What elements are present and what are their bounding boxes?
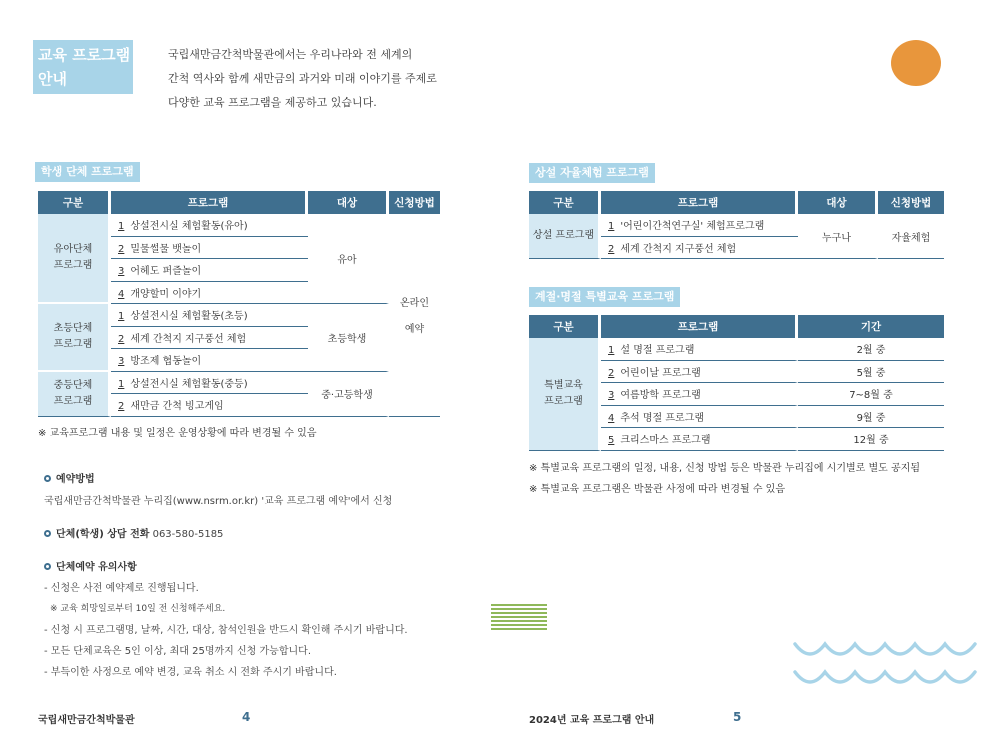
footer-left-name: 국립새만금간척박물관 — [38, 715, 135, 726]
target-cell: 누구나 — [798, 214, 878, 259]
student-section-tag: 학생 단체 프로그램 — [35, 162, 140, 182]
header-category: 구분 — [529, 191, 601, 214]
target-cell: 유아 — [308, 214, 389, 304]
student-note: ※ 교육프로그램 내용 및 일정은 운영상황에 따라 변경될 수 있음 — [38, 428, 317, 439]
program-cell: 2 어린이날 프로그램 — [601, 361, 798, 384]
table-row — [529, 338, 944, 361]
seasonal-program-table — [529, 315, 944, 451]
caution-subnote: ※ 교육 희망일로부터 10일 전 신청해주세요. — [50, 604, 226, 614]
page-number-left: 4 — [242, 710, 251, 724]
program-cell: 3 방조제 협동놀이 — [111, 349, 308, 372]
header-method: 신청방법 — [389, 191, 440, 214]
method-cell: 온라인 예약 — [389, 214, 440, 417]
category-cell: 상설 프로그램 — [529, 214, 601, 259]
period-cell: 5월 중 — [798, 361, 944, 384]
target-cell: 중·고등학생 — [308, 372, 389, 417]
caution-item: - 신청 시 프로그램명, 날짜, 시간, 대상, 참석인원을 반드시 확인해 주시기 바랍니다. — [44, 625, 408, 636]
table-header-row — [529, 315, 944, 338]
page-number-right: 5 — [733, 710, 742, 724]
program-cell: 3 어헤도 퍼즐놀이 — [111, 259, 308, 282]
program-cell: 1 설 명절 프로그램 — [601, 338, 798, 361]
header-target: 대상 — [308, 191, 389, 214]
caution-item: - 모든 단체교육은 5인 이상, 최대 25명까지 신청 가능합니다. — [44, 646, 312, 657]
period-cell: 12월 중 — [798, 428, 944, 451]
permanent-section-tag: 상설 자율체험 프로그램 — [529, 163, 655, 183]
program-cell: 1 '어린이간척연구실' 체험프로그램 — [601, 214, 798, 237]
period-cell: 9월 중 — [798, 406, 944, 429]
seasonal-note: ※ 특별교육 프로그램의 일정, 내용, 신청 방법 등은 박물관 누리집에 시기별로 별도 공지됨 — [529, 463, 920, 474]
program-cell: 1 상설전시실 체험활동(중등) — [111, 372, 308, 395]
cautions-heading: 단체예약 유의사항 — [44, 558, 137, 573]
circle-bullet-icon — [44, 475, 51, 482]
header-program: 프로그램 — [601, 315, 798, 338]
category-cell: 특별교육 프로그램 — [529, 338, 601, 451]
reservation-text: 국립새만금간척박물관 누리집(www.nsrm.or.kr) '교육 프로그램 예약'에서 신청 — [44, 496, 393, 507]
target-cell: 초등학생 — [308, 304, 389, 372]
program-cell: 4 추석 명절 프로그램 — [601, 406, 798, 429]
program-cell: 3 여름방학 프로그램 — [601, 383, 798, 406]
header-program: 프로그램 — [601, 191, 798, 214]
caution-item: - 신청은 사전 예약제로 진행됩니다. — [44, 583, 199, 594]
intro-line: 간척 역사와 함께 새만금의 과거와 미래 이야기를 주제로 — [168, 72, 437, 85]
header-period: 기간 — [798, 315, 944, 338]
method-cell: 자율체험 — [878, 214, 944, 259]
intro-text — [168, 43, 488, 115]
permanent-program-table — [529, 191, 944, 259]
table-row — [38, 372, 440, 395]
page-title-line1: 교육 프로그램 — [38, 46, 131, 64]
period-cell: 2월 중 — [798, 338, 944, 361]
table-row — [38, 304, 440, 327]
header-target: 대상 — [798, 191, 878, 214]
program-cell: 1 상설전시실 체험활동(초등) — [111, 304, 308, 327]
circle-bullet-icon — [44, 530, 51, 537]
program-cell: 2 세계 간척지 지구풍선 체험 — [111, 327, 308, 350]
reservation-heading: 예약방법 — [44, 470, 95, 485]
period-cell: 7~8월 중 — [798, 383, 944, 406]
header-program: 프로그램 — [111, 191, 308, 214]
header-category: 구분 — [529, 315, 601, 338]
waves-decoration — [793, 636, 982, 696]
program-cell: 2 세계 간척지 지구풍선 체험 — [601, 237, 798, 260]
program-cell: 1 상설전시실 체험활동(유아) — [111, 214, 308, 237]
program-cell: 2 새만금 간척 빙고게임 — [111, 394, 308, 417]
page-title-line2: 안내 — [38, 70, 67, 88]
sun-decoration — [891, 40, 941, 86]
page-title-box — [33, 40, 133, 94]
table-header-row — [529, 191, 944, 214]
intro-line: 국립새만금간척박물관에서는 우리나라와 전 세계의 — [168, 48, 413, 61]
program-cell: 5 크리스마스 프로그램 — [601, 428, 798, 451]
category-cell: 유아단체 프로그램 — [38, 214, 111, 304]
circle-bullet-icon — [44, 563, 51, 570]
stripes-decoration — [491, 604, 547, 632]
header-category: 구분 — [38, 191, 111, 214]
table-row — [38, 214, 440, 237]
table-row — [529, 214, 944, 237]
student-program-table — [38, 191, 440, 417]
phone-number: 063-580-5185 — [152, 529, 224, 540]
caution-item: - 부득이한 사정으로 예약 변경, 교육 취소 시 전화 주시기 바랍니다. — [44, 667, 337, 678]
category-cell: 초등단체 프로그램 — [38, 304, 111, 372]
footer-right-name: 2024년 교육 프로그램 안내 — [529, 715, 655, 726]
category-cell: 중등단체 프로그램 — [38, 372, 111, 417]
seasonal-section-tag: 계절·명절 특별교육 프로그램 — [529, 287, 680, 307]
intro-line: 다양한 교육 프로그램을 제공하고 있습니다. — [168, 96, 377, 109]
header-method: 신청방법 — [878, 191, 944, 214]
program-cell: 4 개양할미 이야기 — [111, 282, 308, 305]
program-cell: 2 밀물썰물 뱃놀이 — [111, 237, 308, 260]
phone-line: 단체(학생) 상담 전화 063-580-5185 — [44, 525, 223, 540]
table-header-row — [38, 191, 440, 214]
seasonal-note: ※ 특별교육 프로그램은 박물관 사정에 따라 변경될 수 있음 — [529, 484, 785, 495]
